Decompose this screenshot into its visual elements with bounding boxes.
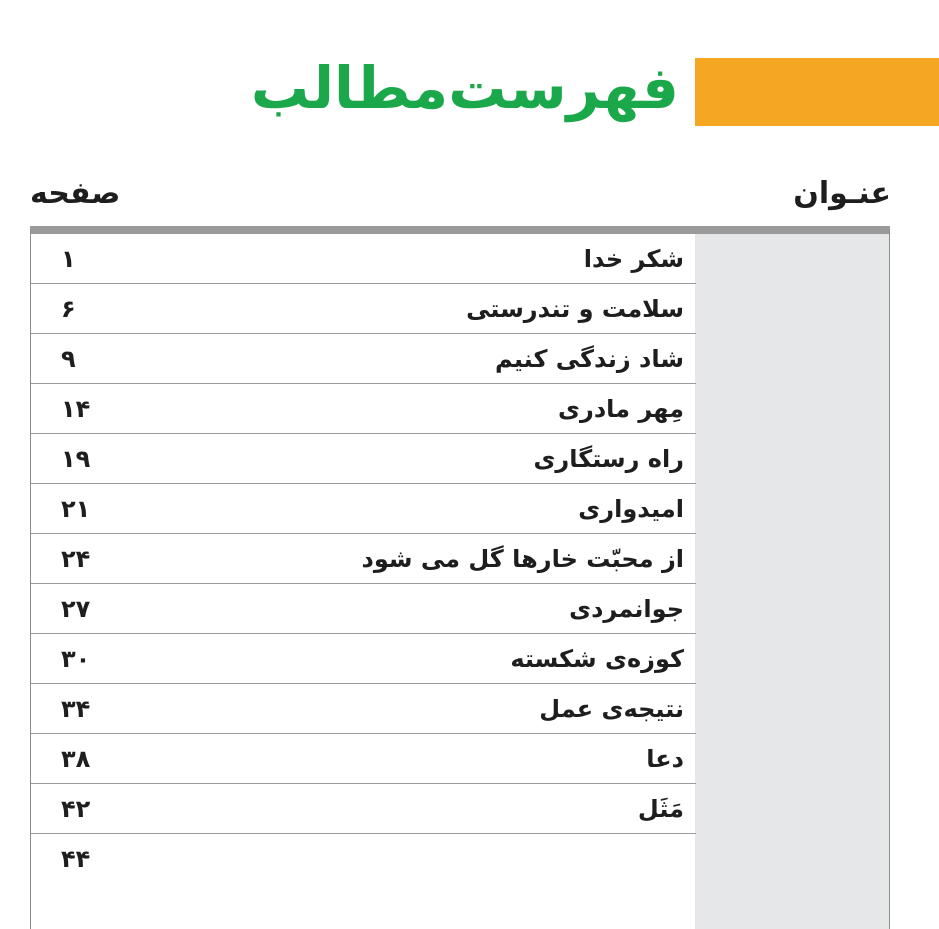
toc-row[interactable] xyxy=(31,284,696,334)
page-title: فهرست‌مطالب xyxy=(250,54,679,122)
toc-row[interactable] xyxy=(31,584,696,634)
column-header-title: عنـوان xyxy=(793,176,891,211)
toc-entry-title: نتیجه‌ی عمل xyxy=(539,695,684,723)
toc-entry-title: کوزه‌ی شکسته xyxy=(510,645,684,673)
toc-row[interactable] xyxy=(31,484,696,534)
toc-row[interactable] xyxy=(31,634,696,684)
toc-entry-page: ۹ xyxy=(61,345,76,373)
toc-entry-page: ۲۱ xyxy=(61,495,91,523)
toc-entry-page: ۲۴ xyxy=(61,545,91,573)
margin-strip xyxy=(695,234,889,929)
toc-entry-title: مِهر مادری xyxy=(558,395,684,423)
toc-row[interactable] xyxy=(31,234,696,284)
toc-entry-title: شکر خدا xyxy=(583,245,684,273)
toc-entry-page: ۳۴ xyxy=(61,695,91,723)
toc-row[interactable] xyxy=(31,684,696,734)
toc-entry-title: دعا xyxy=(646,745,684,773)
toc-row[interactable] xyxy=(31,784,696,834)
toc-row[interactable] xyxy=(31,734,696,784)
toc-entry-title: راه رستگاری xyxy=(533,445,684,473)
toc-entry-title: سلامت و تندرستی xyxy=(466,295,684,323)
toc-entry-title: شاد زندگی کنیم xyxy=(495,345,684,373)
toc-entry-page: ۴۴ xyxy=(61,845,91,873)
toc-row[interactable] xyxy=(31,834,696,884)
toc-entry-page: ۱۹ xyxy=(61,445,91,473)
toc-entry-page: ۱۴ xyxy=(61,395,91,423)
toc-entry-page: ۴۲ xyxy=(61,795,91,823)
toc-entry-title: جوانمردی xyxy=(569,595,684,623)
toc-entry-page: ۳۸ xyxy=(61,745,91,773)
toc-row[interactable] xyxy=(31,334,696,384)
toc-entry-page: ۳۰ xyxy=(61,645,91,673)
toc-entry-title: از محبّت خارها گل می شود xyxy=(361,545,684,573)
title-accent-bar xyxy=(695,58,939,126)
toc-entry-title: امیدواری xyxy=(578,495,684,523)
toc-entry-page: ۱ xyxy=(61,245,76,273)
toc-rows xyxy=(31,234,696,884)
table-of-contents xyxy=(30,226,890,929)
toc-entry-page: ۲۷ xyxy=(61,595,91,623)
toc-row[interactable] xyxy=(31,434,696,484)
toc-entry-title: مَثَل xyxy=(637,795,684,823)
toc-entry-page: ۶ xyxy=(61,295,76,323)
column-header-page: صفحه xyxy=(30,176,121,211)
toc-row[interactable] xyxy=(31,384,696,434)
toc-row[interactable] xyxy=(31,534,696,584)
